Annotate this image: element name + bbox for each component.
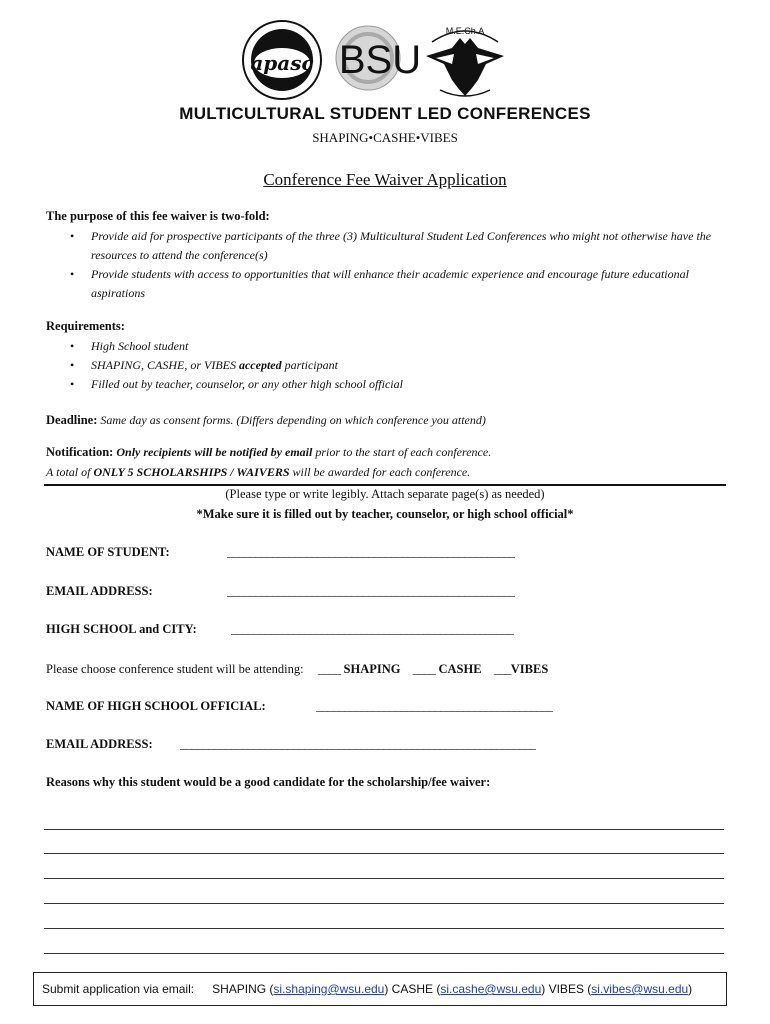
- requirements-list: [66, 337, 726, 394]
- official-name-label: NAME OF HIGH SCHOOL OFFICIAL:: [46, 699, 266, 713]
- cashe-email-link[interactable]: si.cashe@wsu.edu: [440, 982, 542, 996]
- header-title: MULTICULTURAL STUDENT LED CONFERENCES: [179, 104, 591, 123]
- school-city-label: HIGH SCHOOL and CITY:: [46, 622, 197, 636]
- vibes-choice-blank[interactable]: ___: [493, 662, 511, 676]
- cashe-choice-blank[interactable]: ____: [412, 662, 436, 676]
- purpose-item: • Provide aid for prospective participants of the three (3) Multicultural Student Led Conferences who might not otherwise have the resources to attend the conference(s): [66, 227, 726, 265]
- requirements-heading: Requirements:: [46, 319, 125, 333]
- reasons-label: Reasons why this student would be a good candidate for the scholarship/fee waiver:: [46, 775, 491, 789]
- student-name-label: NAME OF STUDENT:: [46, 545, 170, 559]
- svg-text:M.E.Ch.A: M.E.Ch.A: [445, 26, 485, 36]
- logo-group: [240, 18, 530, 102]
- reason-line[interactable]: [44, 829, 724, 830]
- form-title: Conference Fee Waiver Application: [263, 170, 507, 189]
- requirement-item: • High School student: [66, 337, 726, 356]
- purpose-list: [66, 227, 726, 303]
- submit-footer: Submit application via email: SHAPING ( si.shaping@wsu.edu ) CASHE ( si.cashe@wsu.edu ) VIBES ( si.vibes@wsu.edu ): [33, 972, 727, 1006]
- reason-line[interactable]: [44, 903, 724, 904]
- purpose-item: • Provide students with access to opportunities that will enhance their academic experience and encourage future educational aspirations: [66, 265, 726, 303]
- cashe-option: CASHE: [438, 662, 482, 676]
- instructions-line-2: *Make sure it is filled out by teacher, counselor, or high school official*: [196, 507, 574, 521]
- reason-line[interactable]: [44, 928, 724, 929]
- mecha-logo: [426, 26, 504, 96]
- notification-label: Notification:: [46, 445, 114, 459]
- conference-choice-row: [46, 660, 548, 679]
- reason-line[interactable]: [44, 853, 724, 854]
- student-name-field[interactable]: ___________________________________________________: [227, 545, 516, 559]
- student-email-label: EMAIL ADDRESS:: [46, 584, 153, 598]
- submit-prefix: Submit application via email:: [42, 982, 195, 996]
- official-email-field[interactable]: _______________________________________________________________: [180, 737, 536, 751]
- svg-text:BSU: BSU: [338, 38, 422, 82]
- vibes-email-link[interactable]: si.vibes@wsu.edu: [591, 982, 689, 996]
- conference-logos: [240, 18, 530, 102]
- requirement-item: • SHAPING, CASHE, or VIBES accepted participant: [66, 356, 726, 375]
- svg-text:apasc: apasc: [250, 51, 314, 75]
- deadline-text: Same day as consent forms. (Differs depending on which conference you attend): [97, 413, 486, 427]
- header-subtitle: SHAPING•CASHE•VIBES: [312, 130, 458, 145]
- section-divider: [44, 484, 726, 486]
- reason-line[interactable]: [44, 953, 724, 954]
- bsu-logo: [336, 26, 421, 90]
- student-email-field[interactable]: ___________________________________________________: [227, 584, 516, 598]
- notification-line-2: A total of ONLY 5 SCHOLARSHIPS / WAIVERS will be awarded for each conference.: [46, 465, 471, 479]
- apasc-logo: [243, 21, 321, 99]
- shaping-choice-blank[interactable]: ____: [317, 662, 341, 676]
- official-name-field[interactable]: __________________________________________: [316, 699, 554, 713]
- notification-line: Notification: Only recipients will be notified by email prior to the start of each conference.: [46, 445, 492, 459]
- reason-line[interactable]: [44, 878, 724, 879]
- conference-choice-prompt: Please choose conference student will be attending:: [46, 662, 304, 676]
- shaping-email-link[interactable]: si.shaping@wsu.edu: [273, 982, 385, 996]
- purpose-heading: The purpose of this fee waiver is two-fold:: [46, 209, 270, 223]
- instructions-line-1: (Please type or write legibly. Attach separate page(s) as needed): [225, 487, 545, 501]
- requirement-item: • Filled out by teacher, counselor, or any other high school official: [66, 375, 726, 394]
- vibes-option: VIBES: [510, 662, 549, 676]
- shaping-option: SHAPING: [343, 662, 401, 676]
- official-email-label: EMAIL ADDRESS:: [46, 737, 153, 751]
- deadline-label: Deadline:: [46, 413, 98, 427]
- school-city-field[interactable]: __________________________________________________: [231, 622, 514, 636]
- deadline-line: [46, 411, 486, 430]
